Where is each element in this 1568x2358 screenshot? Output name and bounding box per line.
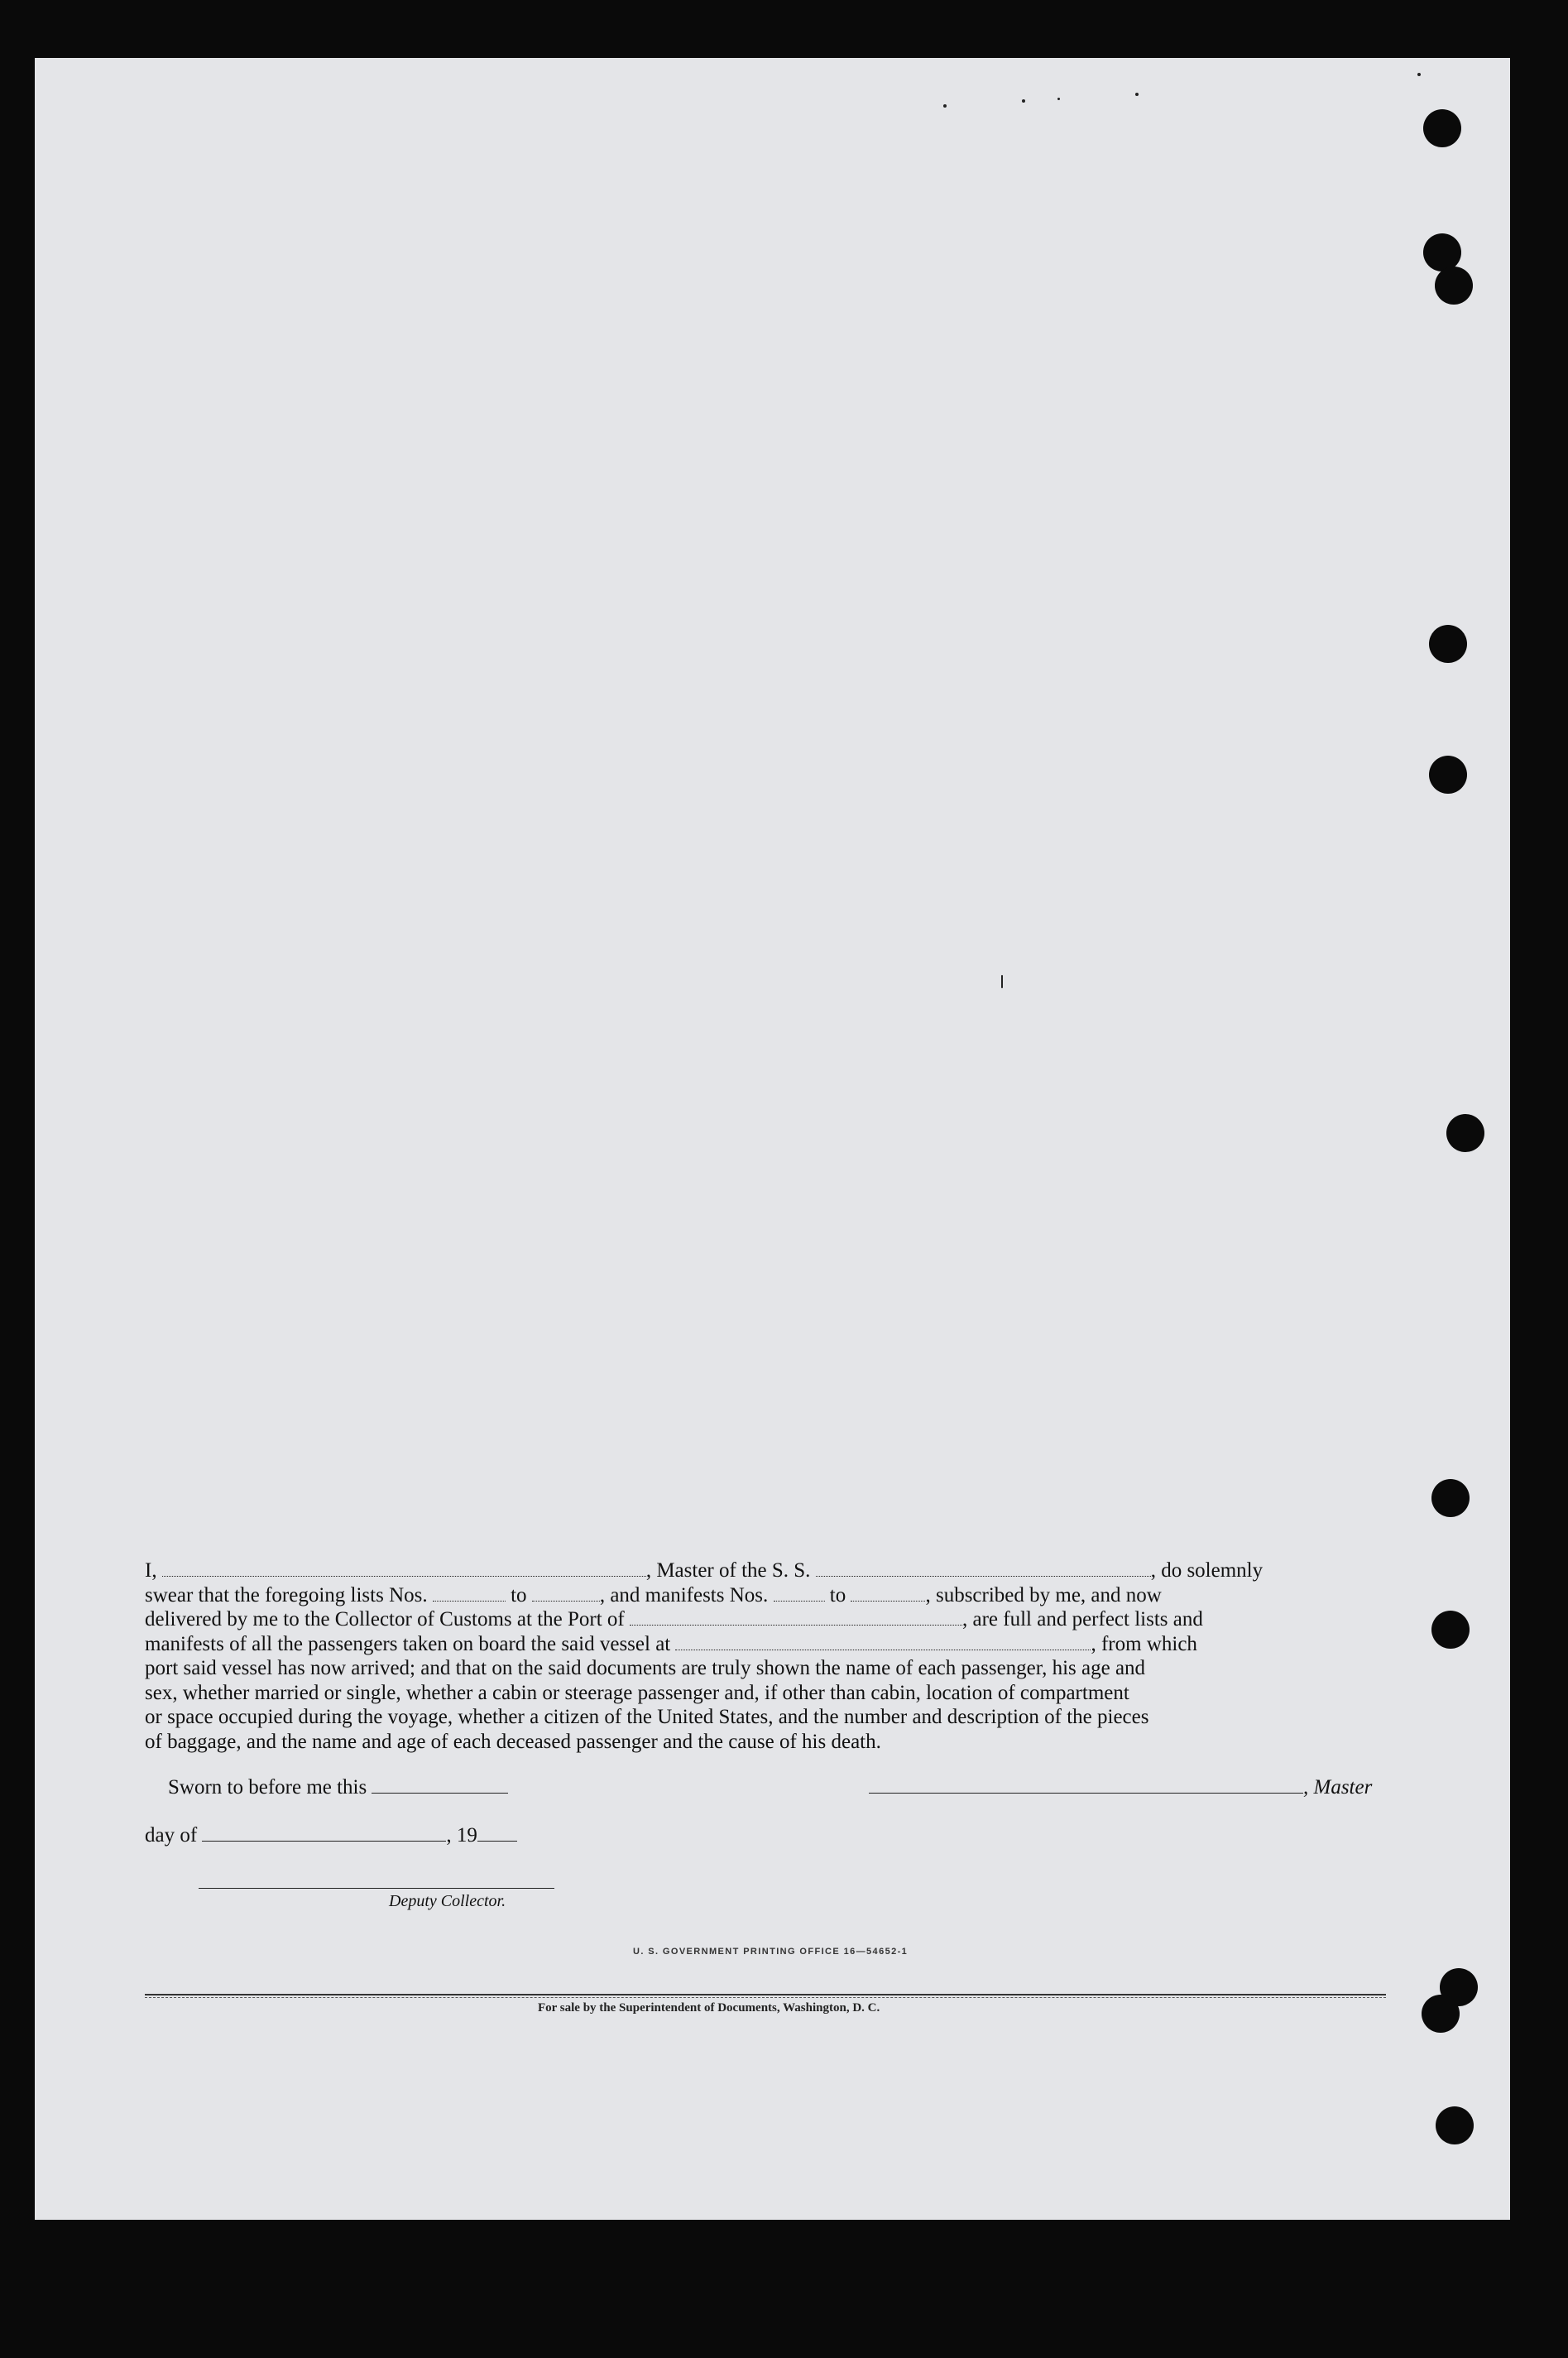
oath-line-3	[145, 1607, 1386, 1632]
sworn-date-blank[interactable]	[372, 1776, 508, 1794]
binder-hole	[1431, 1611, 1470, 1649]
printing-office-imprint: U. S. GOVERNMENT PRINTING OFFICE 16—54652-1	[633, 1947, 909, 1957]
oath-text: delivered by me to the Collector of Customs at the Port of	[145, 1608, 625, 1630]
day-label: day of	[145, 1824, 198, 1847]
binder-hole	[1436, 2106, 1474, 2144]
oath-line-5: port said vessel has now arrived; and that on the said documents are truly shown the name of each passenger, his age and	[145, 1657, 1146, 1679]
oath-text: , are full and perfect lists and	[962, 1608, 1203, 1630]
oath-line-8: of baggage, and the name and age of each deceased passenger and the cause of his death.	[145, 1730, 881, 1753]
name-blank[interactable]	[162, 1560, 646, 1577]
speck	[1135, 93, 1139, 96]
list-from-blank[interactable]	[433, 1585, 506, 1602]
oath-text: , Master of the S. S.	[645, 1559, 811, 1582]
binder-hole	[1446, 1114, 1484, 1152]
for-sale-note: For sale by the Superintendent of Documents, Washington, D. C.	[538, 2001, 880, 2015]
vessel-blank[interactable]	[816, 1560, 1151, 1577]
oath-paragraph	[145, 1558, 1386, 1754]
oath-line-7: or space occupied during the voyage, whether a citizen of the United States, and the number and description of the pieces	[145, 1706, 1149, 1728]
oath-text: , from which	[1091, 1632, 1197, 1655]
month-blank[interactable]	[202, 1824, 446, 1842]
binder-hole	[1423, 233, 1461, 271]
oath-text: , and manifests Nos.	[599, 1583, 769, 1606]
list-to-blank[interactable]	[532, 1585, 600, 1602]
binder-hole	[1431, 1479, 1470, 1517]
port-blank[interactable]	[630, 1609, 962, 1626]
speck	[1057, 98, 1060, 100]
binder-hole	[1422, 1995, 1460, 2033]
oath-text: manifests of all the passengers taken on board the said vessel at	[145, 1632, 671, 1655]
sworn-row	[145, 1776, 1386, 1799]
deputy-collector-label: Deputy Collector.	[389, 1892, 506, 1910]
day-row	[145, 1824, 517, 1847]
manifest-from-blank[interactable]	[774, 1585, 825, 1602]
oath-text: to	[829, 1583, 846, 1606]
oath-line-2	[145, 1583, 1386, 1608]
deputy-signature-line[interactable]	[199, 1888, 554, 1889]
oath-text: I,	[145, 1559, 157, 1582]
oath-text: to	[511, 1583, 527, 1606]
sworn-label: Sworn to before me this	[168, 1776, 367, 1799]
master-signature-group	[869, 1776, 1372, 1799]
binder-hole	[1435, 267, 1473, 305]
speck	[1001, 975, 1003, 988]
binder-hole	[1429, 625, 1467, 663]
speck	[1022, 99, 1025, 103]
oath-line-4	[145, 1632, 1386, 1657]
footer-rule-dashed	[145, 1997, 1386, 1998]
binder-hole	[1423, 109, 1461, 147]
speck	[943, 104, 947, 108]
master-label: , Master	[1303, 1776, 1373, 1799]
year-label: , 19	[446, 1824, 477, 1847]
departure-port-blank[interactable]	[675, 1634, 1091, 1650]
speck	[1417, 73, 1421, 76]
manifest-to-blank[interactable]	[851, 1585, 925, 1602]
master-signature-blank[interactable]	[869, 1776, 1303, 1794]
oath-text: swear that the foregoing lists Nos.	[145, 1583, 428, 1606]
footer-rule	[145, 1994, 1386, 1995]
oath-text: , subscribed by me, and now	[925, 1583, 1162, 1606]
document-page	[35, 58, 1510, 2220]
oath-line-6: sex, whether married or single, whether a cabin or steerage passenger and, if other than cabin, location of compartment	[145, 1681, 1129, 1704]
binder-hole	[1429, 756, 1467, 794]
year-blank[interactable]	[477, 1824, 517, 1842]
oath-text: , do solemnly	[1150, 1559, 1264, 1582]
oath-line-1	[145, 1558, 1386, 1583]
